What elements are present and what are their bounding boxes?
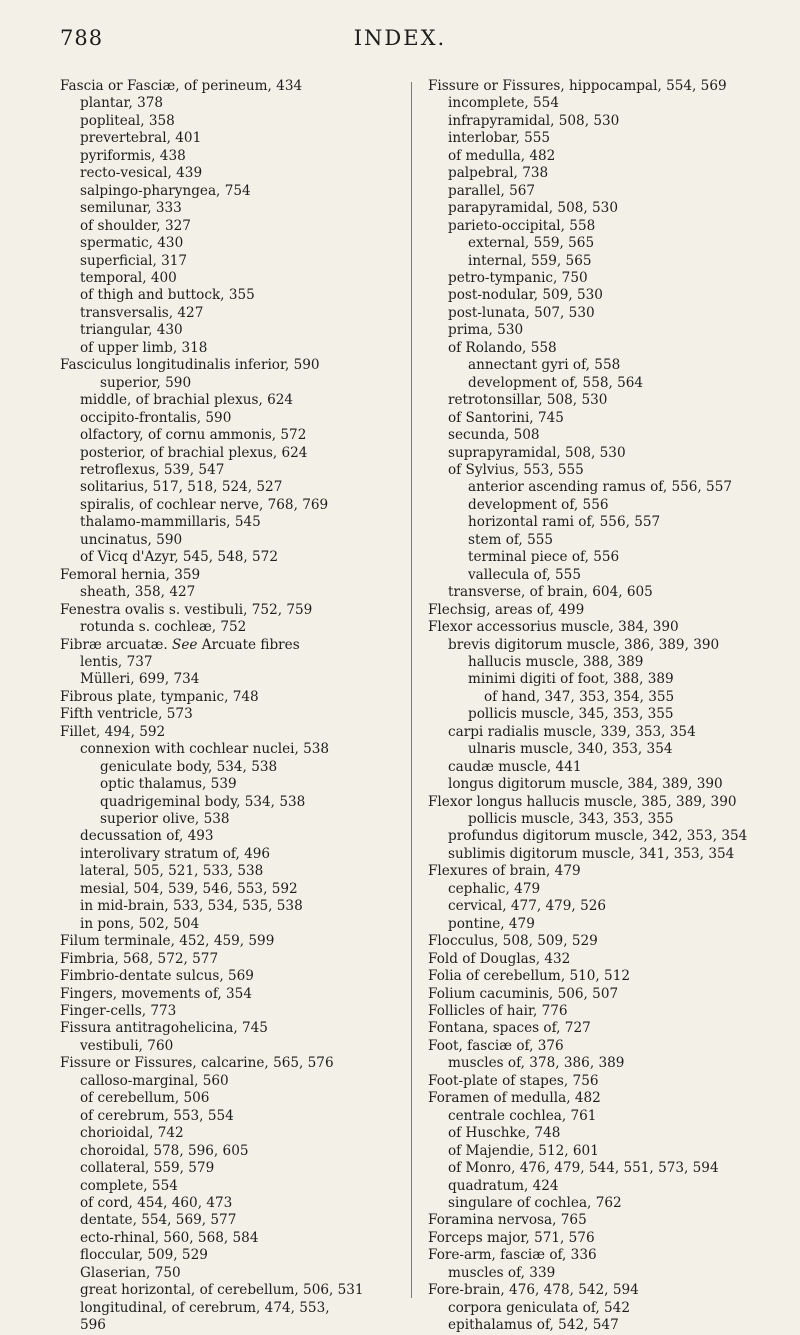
index-subentry (80, 916, 400, 933)
entry-text: triangular, 430 (80, 322, 183, 339)
entry-text: olfactory, of cornu ammonis, 572 (80, 427, 307, 444)
entry-text: Flechsig, areas of, 499 (428, 601, 585, 618)
entry-text: quadrigeminal body, 534, 538 (100, 793, 306, 810)
entry-text: thalamo-mammillaris, 545 (80, 514, 261, 531)
entry-text: Glaserian, 750 (80, 1264, 181, 1281)
entry-text: solitarius, 517, 518, 524, 527 (80, 479, 283, 496)
index-heading (428, 1003, 768, 1020)
entry-text: ulnaris muscle, 340, 353, 354 (468, 741, 673, 758)
entry-text: development of, 558, 564 (468, 374, 644, 391)
index-subentry (80, 253, 400, 270)
entry-text: brevis digitorum muscle, 386, 389, 390 (448, 636, 720, 653)
index-subentry (448, 776, 768, 793)
entry-text: Fissure or Fissures, hippocampal, 554, 569 (428, 78, 727, 94)
entry-text: of medulla, 482 (448, 147, 556, 164)
index-subentry (80, 654, 400, 671)
entry-text: in mid-brain, 533, 534, 535, 538 (80, 898, 303, 915)
entry-text: cervical, 477, 479, 526 (448, 898, 607, 915)
index-heading (428, 986, 768, 1003)
index-subentry (100, 776, 400, 793)
index-heading (428, 1230, 768, 1247)
entry-text: Fimbrio-dentate sulcus, 569 (60, 968, 254, 985)
index-subentry (80, 1247, 400, 1264)
index-subentry (80, 95, 400, 112)
entry-text: pontine, 479 (448, 915, 535, 932)
entry-text: sublimis digitorum muscle, 341, 353, 354 (448, 845, 735, 862)
index-subentry (448, 1055, 768, 1072)
entry-text: transversalis, 427 (80, 304, 204, 321)
index-heading (60, 986, 400, 1003)
entry-text: prima, 530 (448, 322, 524, 339)
index-subentry (80, 1317, 400, 1334)
index-subentry (80, 427, 400, 444)
index-subentry (80, 532, 400, 549)
index-subentry (468, 671, 768, 688)
entry-text: stem of, 555 (468, 531, 554, 548)
index-subentry (80, 846, 400, 863)
index-subentry (80, 200, 400, 217)
index-subentry (448, 1160, 768, 1177)
entry-text: Foramina nervosa, 765 (428, 1212, 587, 1229)
entry-text: optic thalamus, 539 (100, 776, 237, 793)
entry-text: Flexures of brain, 479 (428, 863, 581, 880)
index-subentry (80, 1212, 400, 1229)
index-heading (60, 706, 400, 723)
index-heading (428, 78, 768, 95)
index-subentry (468, 741, 768, 758)
entry-text: Follicles of hair, 776 (428, 1003, 568, 1020)
index-subentry (100, 811, 400, 828)
index-column-left (60, 78, 400, 1335)
index-subentry (80, 130, 400, 147)
entry-text: floccular, 509, 529 (80, 1247, 208, 1264)
entry-text: spiralis, of cochlear nerve, 768, 769 (80, 496, 329, 513)
index-subentry (80, 113, 400, 130)
index-heading (60, 1020, 400, 1037)
entry-text: quadratum, 424 (448, 1177, 559, 1194)
entry-text: Flexor longus hallucis muscle, 385, 389, 390 (428, 793, 737, 810)
index-subentry (80, 479, 400, 496)
entry-text: interolivary stratum of, 496 (80, 845, 271, 862)
index-subentry (448, 270, 768, 287)
index-subentry (80, 287, 400, 304)
entry-text: of Sylvius, 553, 555 (448, 461, 584, 478)
index-subentry (80, 514, 400, 531)
index-heading (428, 951, 768, 968)
index-subentry (80, 183, 400, 200)
index-subentry (80, 549, 400, 566)
entry-text: Fore-arm, fasciæ of, 336 (428, 1247, 597, 1264)
entry-text: Fold of Douglas, 432 (428, 950, 571, 967)
entry-text: calloso-marginal, 560 (80, 1072, 229, 1089)
entry-text: superficial, 317 (80, 252, 188, 269)
entry-text: of cord, 454, 460, 473 (80, 1195, 233, 1211)
index-subentry (468, 514, 768, 531)
entry-text: Foot-plate of stapes, 756 (428, 1072, 599, 1089)
index-subentry (448, 445, 768, 462)
entry-text: epithalamus of, 542, 547 (448, 1317, 619, 1334)
running-head: INDEX. (353, 26, 447, 50)
index-subentry (448, 462, 768, 479)
entry-text: vestibuli, 760 (80, 1037, 174, 1054)
entry-text: caudæ muscle, 441 (448, 758, 582, 775)
entry-text: Fasciculus longitudinalis inferior, 590 (60, 357, 320, 374)
entry-text: terminal piece of, 556 (468, 549, 620, 566)
entry-text: Fingers, movements of, 354 (60, 985, 252, 1002)
index-heading (428, 1073, 768, 1090)
index-subentry (448, 1125, 768, 1142)
entry-text: hallucis muscle, 388, 389 (468, 653, 644, 670)
index-heading (428, 1247, 768, 1264)
index-heading (428, 933, 768, 950)
entry-text: middle, of brachial plexus, 624 (80, 392, 294, 409)
index-heading (428, 968, 768, 985)
index-subentry (80, 235, 400, 252)
entry-text: suprapyramidal, 508, 530 (448, 444, 626, 461)
index-subentry (448, 584, 768, 601)
index-subentry (80, 1178, 400, 1195)
index-subentry (448, 130, 768, 147)
entry-text: of hand, 347, 353, 354, 355 (484, 688, 675, 705)
index-subentry (448, 410, 768, 427)
entry-text: longitudinal, of cerebrum, 474, 553, (80, 1299, 330, 1316)
entry-text: pollicis muscle, 343, 353, 355 (468, 811, 674, 828)
index-heading (60, 933, 400, 950)
entry-text: Fibræ arcuatæ. (60, 636, 168, 653)
index-heading (60, 637, 400, 654)
index-heading (428, 794, 768, 811)
entry-text: external, 559, 565 (468, 235, 595, 252)
index-subentry (448, 305, 768, 322)
see-target: Arcuate fibres (201, 636, 300, 653)
entry-text: Folium cacuminis, 506, 507 (428, 985, 619, 1002)
entry-text: Forceps major, 571, 576 (428, 1229, 595, 1246)
entry-text: recto-vesical, 439 (80, 165, 203, 182)
entry-text: parieto-occipital, 558 (448, 217, 596, 234)
index-subentry (80, 898, 400, 915)
entry-text: lateral, 505, 521, 533, 538 (80, 863, 264, 880)
index-heading (60, 689, 400, 706)
index-subentry (468, 811, 768, 828)
index-subentry (80, 165, 400, 182)
entry-text: post-nodular, 509, 530 (448, 287, 603, 304)
entry-text: singulare of cochlea, 762 (448, 1195, 622, 1211)
index-subentry (80, 1282, 400, 1299)
entry-text: Fascia or Fasciæ, of perineum, 434 (60, 78, 303, 94)
index-subentry (448, 95, 768, 112)
index-subentry (80, 1160, 400, 1177)
index-subentry (80, 218, 400, 235)
index-subentry (468, 567, 768, 584)
entry-text: choroidal, 578, 596, 605 (80, 1142, 249, 1159)
entry-text: complete, 554 (80, 1177, 178, 1194)
index-subentry (448, 392, 768, 409)
entry-text: Fifth ventricle, 573 (60, 706, 193, 723)
index-subentry (448, 165, 768, 182)
index-subentry (448, 427, 768, 444)
index-heading (60, 951, 400, 968)
index-heading (428, 1038, 768, 1055)
index-subentry (80, 584, 400, 601)
entry-text: secunda, 508 (448, 427, 540, 444)
entry-text: of Santorini, 745 (448, 409, 564, 426)
index-subentry (448, 846, 768, 863)
entry-text: Mülleri, 699, 734 (80, 671, 200, 688)
entry-text: retroflexus, 539, 547 (80, 461, 225, 478)
index-subentry (80, 1265, 400, 1282)
entry-text: chorioidal, 742 (80, 1125, 184, 1142)
index-heading (428, 1020, 768, 1037)
index-subentry (448, 113, 768, 130)
index-subentry (80, 322, 400, 339)
index-subentry (448, 148, 768, 165)
entry-text: collateral, 559, 579 (80, 1160, 215, 1177)
entry-text: Femoral hernia, 359 (60, 566, 201, 583)
index-subentry (448, 340, 768, 357)
entry-text: parallel, 567 (448, 182, 536, 199)
index-heading (428, 1090, 768, 1107)
index-subentry (80, 462, 400, 479)
index-subentry (80, 305, 400, 322)
index-subentry (448, 637, 768, 654)
index-subentry (468, 375, 768, 392)
entry-text: petro-tympanic, 750 (448, 269, 588, 286)
entry-text: anterior ascending ramus of, 556, 557 (468, 479, 732, 496)
entry-text: spermatic, 430 (80, 235, 184, 252)
entry-text: decussation of, 493 (80, 828, 214, 845)
entry-text: rotunda s. cochleæ, 752 (80, 619, 247, 636)
entry-text: muscles of, 378, 386, 389 (448, 1055, 625, 1072)
entry-text: superior, 590 (100, 374, 192, 391)
index-subentry (80, 1090, 400, 1107)
entry-text: profundus digitorum muscle, 342, 353, 354 (448, 828, 748, 845)
index-subentry (80, 1108, 400, 1125)
entry-text: uncinatus, 590 (80, 531, 183, 548)
entry-text: longus digitorum muscle, 384, 389, 390 (448, 776, 723, 793)
entry-text: of Vicq d'Azyr, 545, 548, 572 (80, 549, 278, 566)
entry-text: great horizontal, of cerebellum, 506, 531 (80, 1282, 364, 1299)
entry-text: prevertebral, 401 (80, 130, 202, 147)
entry-text: of cerebellum, 506 (80, 1090, 210, 1107)
entry-text: Folia of cerebellum, 510, 512 (428, 968, 630, 985)
index-subentry (80, 270, 400, 287)
index-subentry (448, 1178, 768, 1195)
entry-text: salpingo-pharyngea, 754 (80, 182, 251, 199)
index-subentry (448, 183, 768, 200)
index-subentry (448, 759, 768, 776)
entry-text: posterior, of brachial plexus, 624 (80, 444, 308, 461)
entry-text: 596 (80, 1317, 106, 1334)
index-heading (60, 357, 400, 374)
index-subentry (448, 916, 768, 933)
entry-text: palpebral, 738 (448, 165, 549, 182)
index-subentry (80, 671, 400, 688)
entry-text: muscles of, 339 (448, 1264, 556, 1281)
entry-text: of Huschke, 748 (448, 1125, 561, 1142)
entry-text: lentis, 737 (80, 653, 153, 670)
index-subentry (80, 1230, 400, 1247)
entry-text: of shoulder, 327 (80, 217, 191, 234)
index-heading (60, 968, 400, 985)
index-subentry (468, 235, 768, 252)
entry-text: parapyramidal, 508, 530 (448, 200, 618, 217)
index-subentry (80, 1195, 400, 1212)
index-subentry (80, 881, 400, 898)
index-subentry (448, 1317, 768, 1334)
entry-text: Fissure or Fissures, calcarine, 565, 576 (60, 1055, 334, 1072)
index-subentry (448, 1265, 768, 1282)
entry-text: occipito-frontalis, 590 (80, 409, 232, 426)
entry-text: infrapyramidal, 508, 530 (448, 112, 620, 129)
entry-text: Fibrous plate, tympanic, 748 (60, 688, 259, 705)
index-subentry (80, 148, 400, 165)
entry-text: superior olive, 538 (100, 811, 230, 828)
entry-text: Flexor accessorius muscle, 384, 390 (428, 619, 679, 636)
index-subentry (80, 497, 400, 514)
entry-text: Fissura antitragohelicina, 745 (60, 1020, 268, 1037)
index-subentry (80, 619, 400, 636)
entry-text: Filum terminale, 452, 459, 599 (60, 933, 275, 950)
index-subentry (80, 445, 400, 462)
entry-text: of Majendie, 512, 601 (448, 1142, 599, 1159)
index-subentry (80, 1143, 400, 1160)
index-heading (60, 602, 400, 619)
entry-text: dentate, 554, 569, 577 (80, 1212, 237, 1229)
index-subentry (80, 1038, 400, 1055)
entry-text: post-lunata, 507, 530 (448, 304, 595, 321)
entry-text: in pons, 502, 504 (80, 915, 200, 932)
entry-text: corpora geniculata of, 542 (448, 1299, 630, 1316)
index-subentry (468, 654, 768, 671)
entry-text: Fenestra ovalis s. vestibuli, 752, 759 (60, 601, 313, 618)
index-subentry (448, 1195, 768, 1212)
entry-text: ecto-rhinal, 560, 568, 584 (80, 1229, 259, 1246)
entry-text: pollicis muscle, 345, 353, 355 (468, 706, 674, 723)
index-subentry (448, 828, 768, 845)
index-heading (428, 602, 768, 619)
entry-text: Foramen of medulla, 482 (428, 1090, 601, 1107)
index-subentry (468, 253, 768, 270)
see-reference: See (172, 636, 198, 653)
index-subentry (484, 689, 768, 706)
entry-text: of cerebrum, 553, 554 (80, 1107, 234, 1124)
entry-text: Fimbria, 568, 572, 577 (60, 950, 219, 967)
index-subentry (468, 706, 768, 723)
entry-text: mesial, 504, 539, 546, 553, 592 (80, 880, 298, 897)
entry-text: Fore-brain, 476, 478, 542, 594 (428, 1282, 639, 1299)
index-heading (428, 1212, 768, 1229)
entry-text: incomplete, 554 (448, 95, 559, 112)
index-subentry (80, 1125, 400, 1142)
entry-text: vallecula of, 555 (468, 566, 581, 583)
column-divider (411, 82, 412, 1298)
entry-text: centrale cochlea, 761 (448, 1107, 597, 1124)
entry-text: temporal, 400 (80, 269, 177, 286)
entry-text: horizontal rami of, 556, 557 (468, 514, 661, 531)
entry-text: pyriformis, 438 (80, 147, 186, 164)
page-header (0, 0, 800, 60)
entry-text: transverse, of brain, 604, 605 (448, 584, 653, 601)
index-heading (60, 724, 400, 741)
entry-text: of Rolando, 558 (448, 339, 557, 356)
entry-text: development of, 556 (468, 496, 609, 513)
entry-text: geniculate body, 534, 538 (100, 758, 278, 775)
entry-text: internal, 559, 565 (468, 252, 592, 269)
entry-text: Finger-cells, 773 (60, 1003, 177, 1020)
index-subentry (468, 357, 768, 374)
index-heading (428, 619, 768, 636)
entry-text: of thigh and buttock, 355 (80, 287, 255, 304)
index-subentry (80, 340, 400, 357)
entry-text: Fillet, 494, 592 (60, 723, 166, 740)
index-subentry (80, 410, 400, 427)
index-subentry (80, 741, 400, 758)
entry-text: Fontana, spaces of, 727 (428, 1020, 591, 1037)
index-column-right (428, 78, 768, 1335)
entry-text: of upper limb, 318 (80, 339, 208, 356)
index-subentry (448, 287, 768, 304)
entry-text: Foot, fasciæ of, 376 (428, 1037, 564, 1054)
entry-text: interlobar, 555 (448, 130, 551, 147)
index-heading (60, 1003, 400, 1020)
index-subentry (448, 881, 768, 898)
entry-text: popliteal, 358 (80, 112, 175, 129)
index-subentry (468, 532, 768, 549)
index-subentry (448, 218, 768, 235)
index-subentry (448, 200, 768, 217)
index-subentry (80, 828, 400, 845)
index-subentry (100, 759, 400, 776)
entry-text: cephalic, 479 (448, 880, 541, 897)
index-heading (60, 1055, 400, 1072)
index-heading (428, 1282, 768, 1299)
entry-text: annectant gyri of, 558 (468, 357, 621, 374)
index-subentry (448, 1108, 768, 1125)
index-subentry (448, 1143, 768, 1160)
index-subentry (80, 1073, 400, 1090)
entry-text: carpi radialis muscle, 339, 353, 354 (448, 723, 696, 740)
index-subentry (100, 375, 400, 392)
entry-text: Flocculus, 508, 509, 529 (428, 933, 598, 950)
index-heading (428, 863, 768, 880)
index-subentry (468, 549, 768, 566)
entry-text: sheath, 358, 427 (80, 584, 196, 601)
index-subentry (100, 794, 400, 811)
index-subentry (448, 322, 768, 339)
index-subentry (80, 863, 400, 880)
page-number: 788 (60, 26, 104, 50)
index-subentry (448, 724, 768, 741)
entry-text: retrotonsillar, 508, 530 (448, 392, 608, 409)
entry-text: plantar, 378 (80, 95, 164, 112)
index-subentry (448, 898, 768, 915)
index-heading (60, 567, 400, 584)
entry-text: of Monro, 476, 479, 544, 551, 573, 594 (448, 1160, 719, 1177)
entry-text: connexion with cochlear nuclei, 538 (80, 741, 330, 758)
entry-text: semilunar, 333 (80, 200, 182, 217)
index-heading (60, 78, 400, 95)
index-subentry (468, 479, 768, 496)
entry-text: minimi digiti of foot, 388, 389 (468, 671, 674, 688)
index-subentry (468, 497, 768, 514)
index-subentry (80, 392, 400, 409)
